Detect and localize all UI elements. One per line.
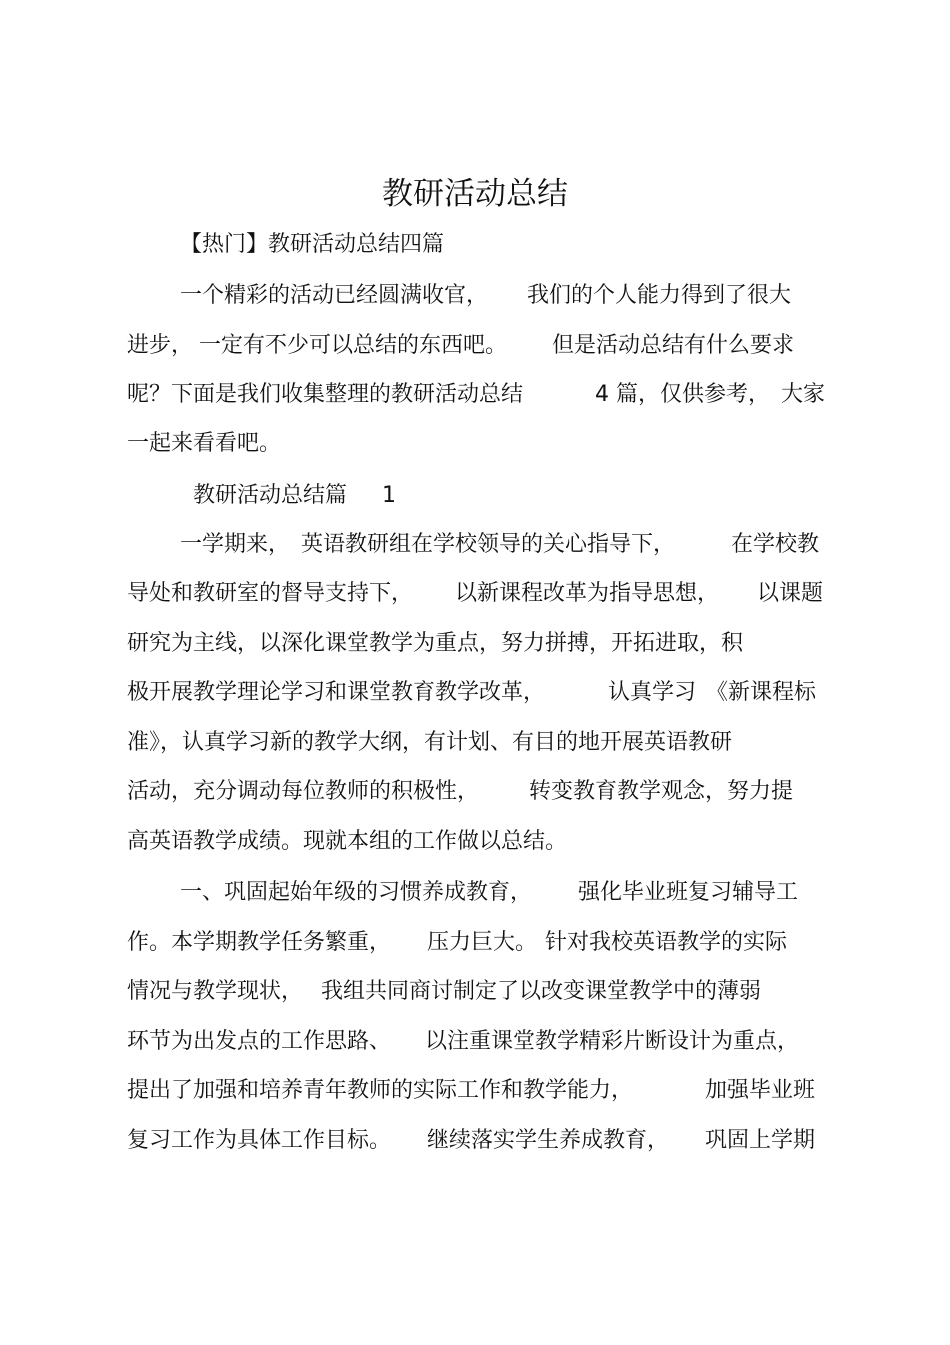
text-segment: 针对我校英语教学的实际: [545, 930, 788, 955]
body-line: [127, 1126, 816, 1156]
body-line: [127, 1027, 800, 1057]
body-line: [127, 1076, 816, 1106]
section-heading-number: 1: [382, 483, 396, 508]
text-segment: 准》，认真学习新的教学大纲，有计划、有目的地开展英语教研: [127, 730, 733, 755]
document-subtitle: [180, 230, 445, 260]
body-line: [127, 777, 794, 807]
text-segment: 压力巨大。: [427, 930, 538, 955]
text-segment: 活动，充分调动每位教师的积极性，: [127, 779, 480, 804]
text-segment: 但是活动总结有什么要求: [552, 333, 795, 358]
text-segment: 情况与教学现状，: [127, 979, 304, 1004]
body-line: [127, 728, 733, 758]
text-segment: 英语教研组在学校领导的关心指导下，: [301, 532, 676, 557]
text-segment: 作。本学期教学任务繁重，: [127, 930, 392, 955]
text-segment: 进步，: [127, 333, 194, 358]
text-segment: 一学期来，: [180, 532, 291, 557]
text-segment: 一定有不少可以总结的东西吧。: [199, 333, 508, 358]
body-line: [127, 977, 762, 1007]
subtitle-text: 【热门】教研活动总结四篇: [180, 232, 445, 257]
text-segment: 高英语教学成绩。现就本组的工作做以总结。: [127, 829, 568, 854]
text-segment: 以新课程改革为指导思想，: [455, 581, 720, 606]
body-line: [127, 579, 824, 609]
text-segment: 以课题: [757, 581, 824, 606]
text-segment: 环节为出发点的工作思路、: [127, 1029, 392, 1054]
body-line: [127, 678, 817, 708]
section-heading: [193, 481, 396, 511]
text-segment: 一、巩固起始年级的习惯养成教育，: [180, 880, 533, 905]
text-segment: 一个精彩的活动已经圆满收官，: [180, 283, 489, 308]
text-segment: 认真学习: [608, 680, 697, 705]
intro-line: [127, 429, 282, 459]
text-segment: 复习工作为具体工作目标。: [127, 1128, 392, 1153]
body-line: [127, 827, 568, 857]
text-segment: 研究为主线，以深化课堂教学为重点，努力拼搏，开拓进取，积: [127, 631, 744, 656]
body-line: [127, 928, 788, 958]
text-segment: 在学校教: [731, 532, 820, 557]
text-segment: 以注重课堂教学精彩片断设计为重点，: [425, 1029, 800, 1054]
section-heading-text: 教研活动总结篇: [193, 483, 348, 508]
text-segment: 继续落实学生养成教育，: [427, 1128, 670, 1153]
text-segment: 4 篇，仅供参考，: [595, 382, 770, 407]
text-segment: 《新课程标: [706, 680, 817, 705]
intro-line: [127, 331, 795, 361]
page-title: 教研活动总结: [382, 176, 568, 212]
intro-line: [180, 281, 792, 311]
intro-line: [127, 380, 826, 410]
text-segment: 提出了加强和培养青年教师的实际工作和教学能力，: [127, 1078, 634, 1103]
text-segment: 大家: [781, 382, 826, 407]
body-line: [180, 878, 799, 908]
text-segment: 强化毕业班复习辅导工: [578, 880, 799, 905]
text-segment: 巩固上学期: [705, 1128, 816, 1153]
text-segment: 我们的个人能力得到了很大: [527, 283, 792, 308]
body-line: [180, 530, 820, 560]
text-segment: 导处和教研室的督导支持下，: [127, 581, 414, 606]
text-segment: 加强毕业班: [705, 1078, 816, 1103]
body-line: [127, 629, 744, 659]
text-segment: 我组共同商讨制定了以改变课堂教学中的薄弱: [321, 979, 762, 1004]
text-segment: 极开展教学理论学习和课堂教育教学改革，: [127, 680, 546, 705]
text-segment: 转变教育教学观念，努力提: [529, 779, 794, 804]
text-segment: 呢？下面是我们收集整理的教研活动总结: [127, 382, 524, 407]
text-segment: 一起来看看吧。: [127, 431, 282, 456]
